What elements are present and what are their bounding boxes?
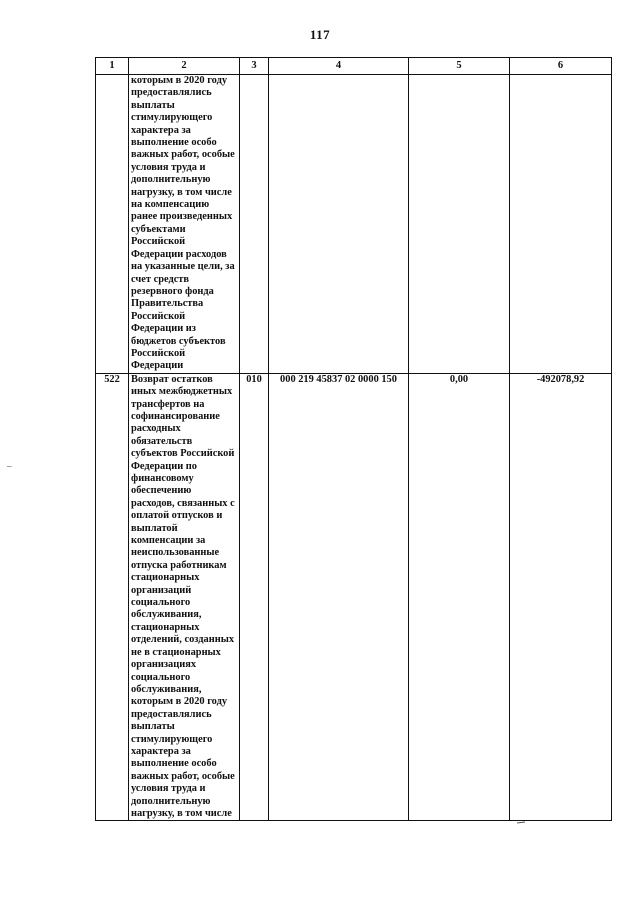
description-line: компенсации за xyxy=(131,535,206,547)
description-line: предоставлялись xyxy=(131,708,212,720)
description-line: Федерации по xyxy=(131,460,197,472)
description-line: обязательств xyxy=(131,435,193,447)
description-line: важных работ, особые xyxy=(131,770,235,782)
description-line: выплатой xyxy=(131,522,178,534)
description-line: социального xyxy=(131,671,191,683)
description-line: Российской xyxy=(131,236,186,248)
description-line: Федерации из xyxy=(131,323,196,335)
description-line: нагрузку, в том числе xyxy=(131,186,232,198)
budget-classification-code xyxy=(269,75,409,374)
amount-col-6: -492078,92 xyxy=(510,373,612,821)
description-line: социального xyxy=(131,597,191,609)
description-line: расходных xyxy=(131,423,181,435)
row-description xyxy=(129,373,240,821)
description-line: оплатой отпусков и xyxy=(131,510,223,522)
description-line: Федерации расходов xyxy=(131,248,227,260)
description-line: стационарных xyxy=(131,621,200,633)
description-line: обслуживания, xyxy=(131,683,202,695)
description-line: дополнительную xyxy=(131,795,211,807)
row-number: 522 xyxy=(96,373,129,821)
budget-table xyxy=(95,57,612,821)
description-line: трансфертов на xyxy=(131,398,205,410)
row-description xyxy=(129,75,240,374)
description-line: организаций xyxy=(131,584,192,596)
description-line: субъектами xyxy=(131,223,186,235)
description-line: субъектов Российской xyxy=(131,448,235,460)
description-line: которым в 2020 году xyxy=(131,696,228,708)
header-col-4: 4 xyxy=(269,58,409,75)
description-line: иных межбюджетных xyxy=(131,386,233,398)
table-row xyxy=(96,373,612,821)
description-line: не в стационарных xyxy=(131,646,221,658)
description-line: резервного фонда xyxy=(131,285,214,297)
description-line: организациях xyxy=(131,659,197,671)
amount-col-6 xyxy=(510,75,612,374)
description-line: предоставлялись xyxy=(131,87,212,99)
amount-col-5: 0,00 xyxy=(409,373,510,821)
budget-classification-code: 000 219 45837 02 0000 150 xyxy=(269,373,409,821)
description-line: отделений, созданных xyxy=(131,634,235,646)
description-line: выполнение особо xyxy=(131,137,217,149)
description-line: которым в 2020 году xyxy=(131,75,228,86)
description-line: условия труда и xyxy=(131,161,206,173)
description-line: Федерации xyxy=(131,360,184,372)
description-line: на указанные цели, за xyxy=(131,261,235,273)
margin-dash-mark: – xyxy=(7,461,12,471)
description-line: обеспечению xyxy=(131,485,192,497)
row-number xyxy=(96,75,129,374)
description-line: расходов, связанных с xyxy=(131,497,235,509)
header-col-1: 1 xyxy=(96,58,129,75)
header-col-5: 5 xyxy=(409,58,510,75)
description-line: характера за xyxy=(131,124,191,136)
admin-code xyxy=(240,75,269,374)
description-line: нагрузку, в том числе xyxy=(131,807,232,819)
description-line: отпуска работникам xyxy=(131,559,227,571)
description-line: выплаты xyxy=(131,721,175,733)
description-line: финансовому xyxy=(131,473,194,484)
description-line: обслуживания, xyxy=(131,609,202,621)
description-line: стимулирующего xyxy=(131,112,213,124)
description-line: дополнительную xyxy=(131,174,211,186)
description-line: выплаты xyxy=(131,99,175,111)
description-line: неиспользованные xyxy=(131,547,220,559)
table-row xyxy=(96,75,612,374)
description-line: на компенсацию xyxy=(131,199,210,211)
table-header-row xyxy=(96,58,612,75)
scan-corner-mark xyxy=(517,821,525,823)
description-line: счет средств xyxy=(131,273,190,285)
description-line: стационарных xyxy=(131,572,200,584)
header-col-3: 3 xyxy=(240,58,269,75)
description-line: Правительства xyxy=(131,298,204,310)
description-line: условия труда и xyxy=(131,783,206,795)
description-line: Возврат остатков xyxy=(131,373,213,385)
description-line: важных работ, особые xyxy=(131,149,235,161)
description-line: Российской xyxy=(131,347,186,359)
description-line: софинансирование xyxy=(131,410,220,422)
description-line: выполнение особо xyxy=(131,758,217,770)
description-line: бюджетов субъектов xyxy=(131,335,226,347)
amount-col-5 xyxy=(409,75,510,374)
description-line: стимулирующего xyxy=(131,733,213,745)
description-line: характера за xyxy=(131,745,191,757)
description-line: ранее произведенных xyxy=(131,211,233,223)
admin-code: 010 xyxy=(240,373,269,821)
header-col-6: 6 xyxy=(510,58,612,75)
page-number: 117 xyxy=(309,27,331,42)
header-col-2: 2 xyxy=(129,58,240,75)
description-line: Российской xyxy=(131,310,186,322)
